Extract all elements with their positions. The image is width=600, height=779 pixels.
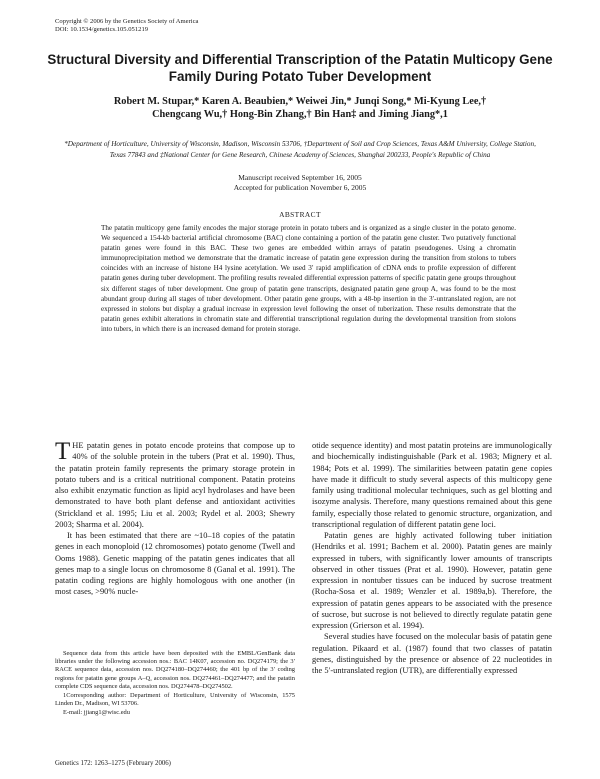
footnote-sequence: Sequence data from this article have been deposited with the EMBL/GenBank data libraries under the following accession nos.: BAC 14K07, accession no. DQ274179; the 3′ RACE sequence data, accession nos. DQ274180–DQ274460; the 401 bp of the 3′ coding regions for patatin gene groups A–Q, accession nos. DQ274461–DQ274477; and the patatin complete CDS sequence data, accession nos. DQ274478–DQ274502. [55, 650, 295, 690]
footnote-email: E-mail: jjiang1@wisc.edu [63, 709, 130, 717]
authors-line-2: Chengcang Wu,† Hong-Bin Zhang,† Bin Han‡ and Jiming Jiang*,1 [152, 109, 448, 121]
intro-paragraph-3: otide sequence identity) and most patatin proteins are immunologically and biochemically indistinguishable (Park et al. 1983; Mignery et al. 1984; Pots et al. 1999). The similarities between patatin gene copies have made it difficult to study several aspects of this multicopy gene family using traditional molecular techniques, such as gel blotting and isozyme analysis. Therefore, many questions remained about this gene family, especially those related to genomic structure, organization, and transcriptional regulation of different patatin gene loci. [312, 441, 552, 529]
abstract-heading: ABSTRACT [279, 210, 321, 219]
accepted-date: Accepted for publication November 6, 2005 [233, 182, 367, 192]
copyright-block [55, 18, 198, 35]
footnote-corresponding: 1Corresponding author: Department of Horticulture, University of Wisconsin, 1575 Linden Dr., Madison, WI 53706. [55, 692, 295, 708]
intro-paragraph-1 [55, 440, 295, 530]
intro-paragraph-5: Several studies have focused on the molecular basis of patatin gene regulation. Pikaard et al. (1987) found that two classes of patatin genes, distinguished by the presence or absence of 22 nucleotides in the 5′-untranslated region (UTR), are differentially expressed [312, 632, 552, 675]
manuscript-dates [100, 173, 500, 193]
footnotes [55, 650, 295, 718]
right-column [312, 440, 552, 676]
intro-paragraph-2: It has been estimated that there are ~10–18 copies of the patatin genes in each monoploid (12 chromosomes) potato genome (Twell and Ooms 1988). Genetic mapping of the patatin genes indicates that all genes map to a single locus on chromosome 8 (Ganal et al. 1991). The patatin coding regions are highly homologous with one another (in most cases, >90% nucle- [55, 531, 295, 597]
journal-citation: Genetics 172: 1263–1275 (February 2006) [55, 760, 171, 767]
affiliations: *Department of Horticulture, University of Wisconsin, Madison, Wisconsin 53706, †Department of Soil and Crop Sciences, Texas A&M University, College Station, Texas 77843 and ‡National Center for Gene Research, Chinese Academy of Sciences, Shanghai 200233, People's Republic of China [64, 140, 536, 159]
doi-line: DOI: 10.1534/genetics.105.051219 [55, 26, 149, 34]
intro-paragraph-1-text: patatin genes in potato encode proteins that compose up to 40% of the soluble protein in the tubers (Prat et al. 1990). Thus, the patatin protein family represents the primary storage protein in potato tubers and is a critical nutritional component. Patatin proteins also exhibit enzymatic function as lipid acyl hydrolases and have been demonstrated to have both plant defense and antioxidant activities (Strickland et al. 1995; Liu et al. 2003; Rydel et al. 2003; Shewry 2003; Sharma et al. 2004). [55, 441, 295, 529]
left-column [55, 440, 295, 598]
first-words: HE [72, 441, 84, 450]
drop-cap: T [55, 438, 71, 465]
abstract-text: The patatin multicopy gene family encodes the major storage protein in potato tubers and is organized as a single cluster in the potato genome. We sequenced a 154-kb bacterial artificial chromosome (BAC) clone containing a portion of the patatin gene cluster. Two putatively functional patatin genes were found in this BAC. These two genes are embedded within arrays of patatin pseudogenes. Using a chromatin immunoprecipitation method we demonstrate that the dramatic increase of patatin gene expression during the transition from stolons to tubers coincides with an increase of histone H4 lysine acetylation. We used 3′ rapid amplification of cDNA ends to profile expression of different patatin genes during tuber development. The profiling results revealed differential expression patterns of specific patatin gene groups throughout six different stages of tuber development. One group of patatin gene transcripts, designated patatin gene group A, was found to be the most abundant group during all stages of tuber development. Other patatin gene groups, with a 48-bp insertion in the 3′-untranslated region, are not expressed in stolons but display a gradual increase in expression level following the onset of tuberization. These results demonstrate that the patatin genes exhibit alterations in chromatin state and differential transcriptional regulation during the developmental transition from stolons into tubers, in which there is an increased demand for protein storage. [101, 224, 516, 333]
received-date: Manuscript received September 16, 2005 [238, 173, 362, 182]
copyright-line: Copyright © 2006 by the Genetics Society of America [55, 18, 199, 25]
article-title: Structural Diversity and Differential Transcription of the Patatin Multicopy Gene Family During Potato Tuber Development [47, 52, 553, 84]
author-list [60, 95, 540, 121]
authors-line-1: Robert M. Stupar,* Karen A. Beaubien,* Weiwei Jin,* Junqi Song,* Mi-Kyung Lee,† [113, 96, 487, 107]
intro-paragraph-4: Patatin genes are highly activated following tuber initiation (Hendriks et al. 1991; Bachem et al. 2000). Patatin genes are mainly expressed in tubers, with significantly lower amounts of transcripts observed in other tissues (Prat et al. 1990). However, patatin gene expression in nontuber tissues can be induced by sucrose treatment (Rocha-Sosa et al. 1989; Wenzler et al. 1989a,b). Therefore, the expression of patatin genes appears to be associated with the presence of sucrose, but sucrose is not believed to directly regulate patatin gene expression (Grierson et al. 1994). [312, 531, 552, 630]
